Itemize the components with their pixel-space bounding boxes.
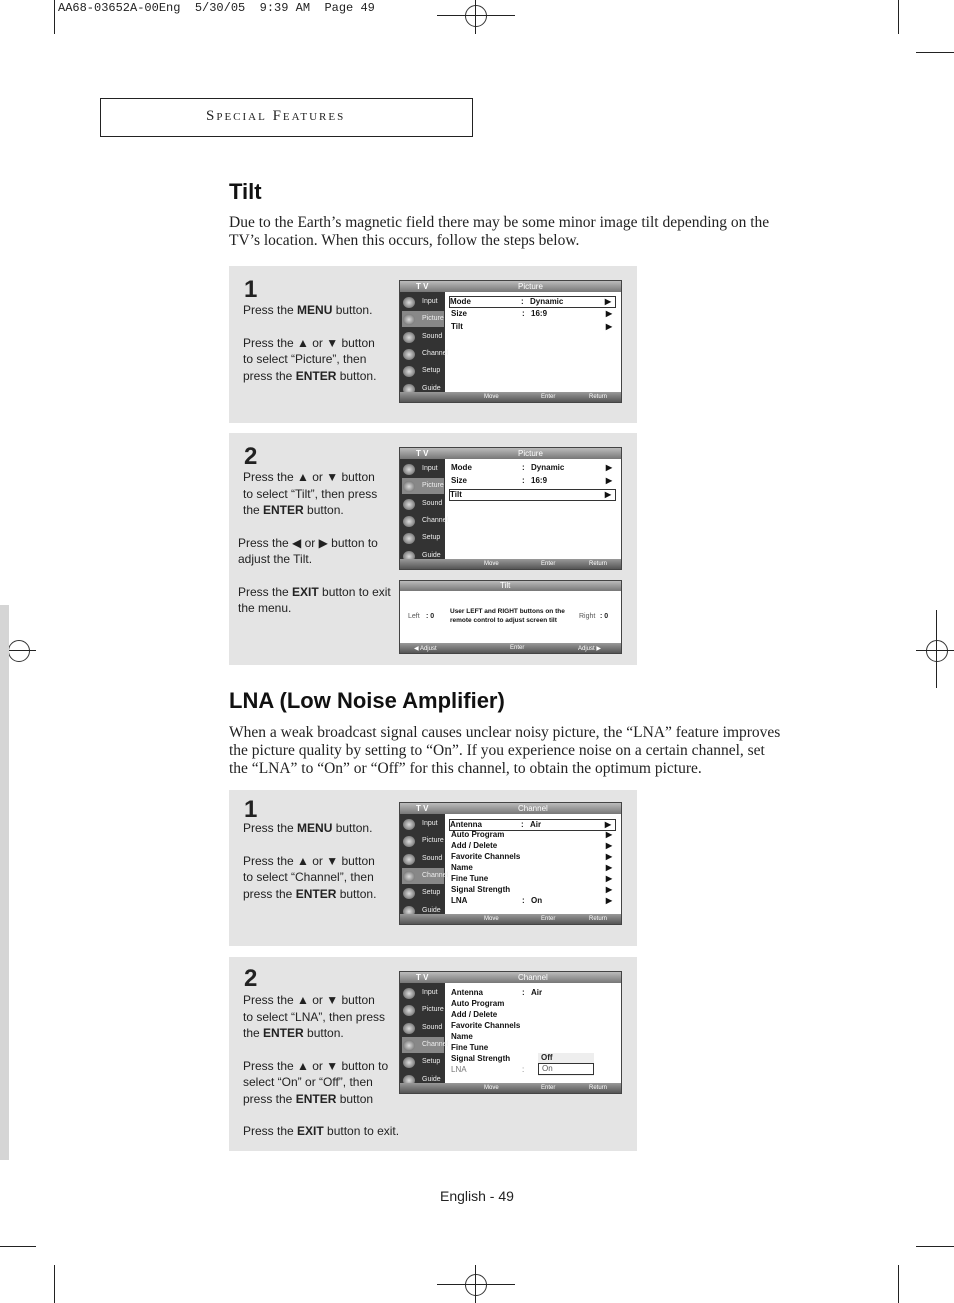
- step-instructions: Press the ▲ or ▼ button to select “Tilt”, then press the ENTER button. Press the ◀ or ▶ button to adjust the Tilt. Press the EXIT button to exit the menu.: [238, 470, 391, 615]
- osd-menu-row: Auto Program ▶: [451, 830, 612, 839]
- osd-sidebar-item: [402, 1037, 449, 1053]
- osd-menu-icon: [403, 533, 415, 544]
- osd-menu-icon: [403, 297, 415, 308]
- osd-sidebar-label: Input: [422, 820, 438, 827]
- crop-mark: [54, 0, 55, 34]
- osd-menu-row: Tilt ▶: [449, 489, 616, 501]
- osd-sidebar-label: Sound: [422, 332, 443, 340]
- registration-mark: [475, 0, 476, 34]
- osd-menu-row: Favorite Channels: [451, 1021, 521, 1030]
- osd-menu-row: Signal Strength ▶: [451, 885, 612, 894]
- step-number: 1: [244, 796, 258, 823]
- osd-menu-row: Fine Tune ▶: [451, 874, 612, 883]
- crop-mark: [898, 1265, 899, 1303]
- crop-mark: [898, 0, 899, 34]
- osd-sidebar-item: [402, 478, 444, 494]
- lna-option: On: [538, 1063, 594, 1075]
- osd-sidebar-label: Setup: [422, 534, 441, 542]
- osd-sidebar-label: Sound: [422, 499, 443, 507]
- page-number: English - 49: [440, 1188, 514, 1204]
- lna-step1-panel: [229, 790, 637, 946]
- osd-menu-row: Fine Tune: [451, 1043, 489, 1052]
- osd-sidebar-item: [402, 294, 444, 310]
- lna-option: Off: [541, 1053, 553, 1062]
- osd-sidebar-item: [402, 1054, 444, 1070]
- osd-title: Picture: [518, 282, 543, 291]
- step-instructions: Press the MENU button. Press the ▲ or ▼ button to select “Picture”, then press the ENTER button.: [243, 303, 377, 383]
- osd-sidebar-label: Setup: [422, 367, 441, 375]
- osd-sidebar-label: Channel: [422, 516, 449, 524]
- registration-mark: [437, 1284, 515, 1285]
- registration-mark: [916, 650, 954, 651]
- osd-sidebar-label: Channel: [422, 1040, 449, 1048]
- osd-sidebar-item: [402, 329, 444, 345]
- osd-footer: Move Enter Return: [400, 392, 621, 402]
- osd-menu-icon: [403, 314, 415, 325]
- crop-mark: [54, 1265, 55, 1303]
- crop-mark: [916, 1246, 954, 1247]
- osd-sidebar-item: [402, 530, 444, 546]
- osd-sidebar-item: [402, 513, 449, 529]
- osd-sidebar-label: Guide: [422, 906, 441, 914]
- osd-menu-icon: [403, 349, 415, 360]
- registration-mark: [475, 1265, 476, 1303]
- osd-channel-menu: T V Channel Input Picture Sound Channel Setup Guide Move Enter Return Antenna : Air ▶ Auto Program ▶ Add / Delete ▶ Favorite Channels ▶ Name ▶ Fine Tune ▶ Signal Strength ▶ LNA : On ▶: [399, 802, 622, 925]
- osd-sidebar-item: [402, 868, 449, 884]
- osd-menu-row: LNA :: [451, 1065, 525, 1074]
- osd-sidebar-item: [402, 346, 449, 362]
- osd-menu-icon: [403, 1005, 415, 1016]
- section-title: Special Features: [206, 108, 346, 124]
- osd-menu-icon: [403, 464, 415, 475]
- osd-menu-icon: [403, 481, 415, 492]
- tilt-title: Tilt: [229, 179, 262, 204]
- osd-menu-row: Auto Program: [451, 999, 505, 1008]
- registration-mark: [437, 15, 515, 16]
- lna-title: LNA (Low Noise Amplifier): [229, 688, 505, 713]
- osd-sidebar-label: Setup: [422, 1058, 441, 1066]
- lna-step2-panel: [229, 957, 637, 1151]
- osd-picture-menu: T V Picture Input Picture Sound Channel Setup Guide Move Enter Return Mode : Dynamic ▶ Size : 16:9 ▶ Tilt ▶: [399, 280, 622, 403]
- osd-menu-icon: [403, 366, 415, 377]
- osd-sidebar-label: Picture: [422, 315, 444, 323]
- osd-sidebar-item: [402, 851, 444, 867]
- osd-menu-row: Size : 16:9 ▶: [451, 309, 612, 318]
- tilt-intro: Due to the Earth’s magnetic field there may be some minor image tilt depending on the TV’s location. When this occurs, follow the steps below.: [229, 214, 770, 249]
- osd-menu-icon: [403, 819, 415, 830]
- osd-picture-menu-tilt: T V Picture Input Picture Sound Channel Setup Guide Move Enter Return Mode : Dynamic ▶ Size : 16:9 ▶ Tilt ▶: [399, 447, 622, 570]
- osd-sidebar: [400, 292, 449, 392]
- osd-menu-icon: [403, 836, 415, 847]
- osd-menu-icon: [403, 499, 415, 510]
- osd-sidebar-label: Input: [422, 298, 438, 305]
- step-instructions: Press the ▲ or ▼ button to select “LNA”, then press the ENTER button. Press the ▲ or ▼ button to select “On” or “Off”, then press the ENTER button Press the EXIT button to exit.: [243, 993, 400, 1138]
- osd-sidebar-item: [402, 1020, 444, 1036]
- osd-menu-icon: [403, 1040, 415, 1051]
- osd-menu-row: Mode : Dynamic ▶: [451, 463, 612, 472]
- osd-sidebar-label: Guide: [422, 384, 441, 392]
- print-header: AA68-03652A-00Eng 5/30/05 9:39 AM Page 49: [58, 1, 375, 15]
- osd-menu-row: Name ▶: [451, 863, 612, 872]
- osd-channel-lna-menu: T V Channel Input Picture Sound Channel Setup Guide Move Enter Return Antenna : Air Auto Program Add / Delete Favorite Channels Name Fine Tune Signal Strength LNA : Off On: [399, 971, 622, 1094]
- step-number: 1: [244, 276, 258, 303]
- osd-menu-icon: [403, 854, 415, 865]
- osd-sidebar-label: Picture: [422, 482, 444, 490]
- osd-menu-row: Name: [451, 1032, 473, 1041]
- side-strip: [0, 605, 9, 1160]
- registration-mark: [8, 640, 30, 662]
- osd-sidebar-item: [402, 461, 444, 477]
- osd-menu-icon: [403, 1057, 415, 1068]
- osd-menu-icon: [403, 1023, 415, 1034]
- osd-menu-row: Size : 16:9 ▶: [451, 476, 612, 485]
- osd-sidebar-label: Channel: [422, 871, 449, 879]
- osd-sidebar-item: [402, 1002, 444, 1018]
- osd-sidebar-label: Picture: [422, 1006, 444, 1014]
- osd-sidebar-label: Channel: [422, 349, 449, 357]
- tilt-step1-panel: [229, 266, 637, 423]
- osd-sidebar: [400, 983, 449, 1083]
- osd-sidebar-label: Setup: [422, 889, 441, 897]
- osd-sidebar-label: Guide: [422, 551, 441, 559]
- osd-menu-row: Antenna : Air ▶: [449, 819, 616, 831]
- step-instructions: Press the MENU button. Press the ▲ or ▼ button to select “Channel”, then press the ENTER button.: [243, 821, 377, 901]
- osd-menu-row: Add / Delete ▶: [451, 841, 612, 850]
- lna-intro: When a weak broadcast signal causes unclear noisy picture, the “LNA” feature improves the picture quality by setting to “On”. If you experience noise on a certain channel, set the “LNA” to “On” or “Off” for this channel, to obtain the optimum picture.: [229, 724, 781, 777]
- osd-menu-icon: [403, 516, 415, 527]
- crop-mark: [916, 52, 954, 53]
- osd-sidebar-label: Input: [422, 989, 438, 996]
- osd-menu-icon: [403, 871, 415, 882]
- step-number: 2: [244, 965, 258, 992]
- registration-mark: [465, 5, 487, 27]
- osd-menu-row: LNA : On ▶: [451, 896, 612, 905]
- osd-sidebar-label: Sound: [422, 1023, 443, 1031]
- osd-menu-row: Tilt ▶: [451, 322, 612, 331]
- osd-sidebar-item: [402, 816, 444, 832]
- registration-mark: [465, 1274, 487, 1296]
- osd-sidebar-label: Guide: [422, 1075, 441, 1083]
- osd-sidebar-label: Picture: [422, 837, 444, 845]
- osd-menu-icon: [403, 888, 415, 899]
- osd-sidebar-label: Sound: [422, 854, 443, 862]
- osd-tilt-dialog: Tilt Left : 0 User LEFT and RIGHT buttons on the remote control to adjust screen tilt Right : 0 ◀ Adjust Enter Adjust ▶: [399, 580, 622, 654]
- osd-menu-row: Signal Strength: [451, 1054, 511, 1063]
- osd-sidebar-item: [402, 885, 444, 901]
- crop-mark: [0, 1246, 36, 1247]
- registration-mark: [936, 610, 937, 688]
- osd-menu-row: Antenna : Air: [451, 988, 543, 997]
- osd-sidebar: [400, 814, 449, 914]
- osd-menu-row: Mode : Dynamic ▶: [449, 296, 616, 308]
- osd-sidebar-item: [402, 833, 444, 849]
- osd-sidebar: [400, 459, 449, 559]
- osd-menu-row: Add / Delete: [451, 1010, 498, 1019]
- osd-menu-icon: [403, 988, 415, 999]
- osd-sidebar-item: [402, 496, 444, 512]
- registration-mark: [926, 640, 948, 662]
- osd-sidebar-item: [402, 311, 444, 327]
- osd-menu-icon: [403, 332, 415, 343]
- tilt-step2-panel: [229, 433, 637, 665]
- osd-sidebar-item: [402, 985, 444, 1001]
- osd-menu-row: Favorite Channels ▶: [451, 852, 612, 861]
- lna-option-list: [538, 1053, 594, 1076]
- osd-sidebar-label: Input: [422, 465, 438, 472]
- osd-sidebar-item: [402, 363, 444, 379]
- step-number: 2: [244, 443, 258, 470]
